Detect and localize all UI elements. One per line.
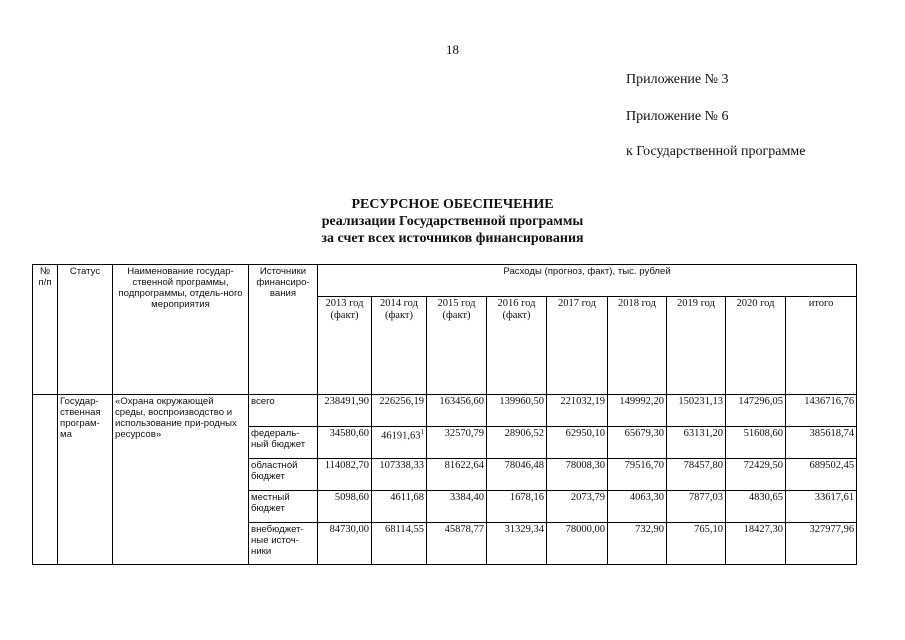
value-cell: 32570,79 [427,427,487,459]
value-cell: 5098,60 [318,491,372,523]
value-cell: 63131,20 [667,427,726,459]
value-cell: 163456,60 [427,395,487,427]
value-cell: 4611,68 [372,491,427,523]
value-cell: 28906,52 [487,427,547,459]
table-row [33,395,857,427]
value-cell: 78000,00 [547,523,608,565]
value-cell: 1678,16 [487,491,547,523]
year-header: 2019 год [667,297,726,395]
document-title: РЕСУРСНОЕ ОБЕСПЕЧЕНИЕ [351,197,554,212]
value-cell: 4830,65 [726,491,786,523]
value-cell: 45878,77 [427,523,487,565]
header-status: Статус [58,265,113,395]
source-cell: внебюджет-ные источ-ники [249,523,318,565]
value-cell: 149992,20 [608,395,667,427]
value-text: 46191,63 [381,430,421,442]
header-expenses: Расходы (прогноз, факт), тыс. рублей [318,265,857,297]
value-cell: 3384,40 [427,491,487,523]
source-cell: областной бюджет [249,459,318,491]
value-cell: 79516,70 [608,459,667,491]
year-header: 2020 год [726,297,786,395]
header-num: № п/п [33,265,58,395]
year-header: 2018 год [608,297,667,395]
value-cell: 34580,60 [318,427,372,459]
total-header: итого [786,297,857,395]
year-header: 2015 год (факт) [427,297,487,395]
value-cell: 139960,50 [487,395,547,427]
value-cell [372,427,427,459]
value-cell: 81622,64 [427,459,487,491]
appendix-line-3: к Государственной программе [626,144,806,159]
value-cell: 65679,30 [608,427,667,459]
year-header: 2014 год (факт) [372,297,427,395]
document-subtitle-1: реализации Государственной программы [321,214,584,229]
value-cell: 84730,00 [318,523,372,565]
program-name: «Охрана окружающей среды, воспроизводство и использование при-родных ресурсов» [113,395,249,565]
document-subtitle-2: за счет всех источников финансирования [321,231,584,246]
value-cell: 732,90 [608,523,667,565]
footnote-mark: 1 [420,428,424,436]
value-cell: 226256,19 [372,395,427,427]
value-cell: 31329,34 [487,523,547,565]
page-number: 18 [446,42,459,57]
header-sources: Источники финансиро-вания [249,265,318,395]
resource-table [32,264,857,565]
value-cell: 7877,03 [667,491,726,523]
header-row [33,265,857,297]
program-status: Государ-ственная програм-ма [58,395,113,565]
value-cell: 72429,50 [726,459,786,491]
value-cell: 78046,48 [487,459,547,491]
appendix-line-1: Приложение № 3 [626,72,729,87]
value-cell: 765,10 [667,523,726,565]
source-cell: федераль-ный бюджет [249,427,318,459]
total-cell: 1436716,76 [786,395,857,427]
total-cell: 327977,96 [786,523,857,565]
value-cell: 221032,19 [547,395,608,427]
value-cell: 62950,10 [547,427,608,459]
total-cell: 689502,45 [786,459,857,491]
total-cell: 33617,61 [786,491,857,523]
value-cell: 238491,90 [318,395,372,427]
row-num [33,395,58,565]
year-header: 2013 год (факт) [318,297,372,395]
appendix-line-2: Приложение № 6 [626,109,729,124]
value-cell: 114082,70 [318,459,372,491]
header-name: Наименование государ-ственной программы, подпрограммы, отдель-ного мероприятия [113,265,249,395]
total-cell: 385618,74 [786,427,857,459]
year-header: 2016 год (факт) [487,297,547,395]
value-cell: 51608,60 [726,427,786,459]
value-cell: 150231,13 [667,395,726,427]
value-cell: 18427,30 [726,523,786,565]
year-header: 2017 год [547,297,608,395]
value-cell: 4063,30 [608,491,667,523]
value-cell: 2073,79 [547,491,608,523]
value-cell: 68114,55 [372,523,427,565]
value-cell: 147296,05 [726,395,786,427]
value-cell: 78457,80 [667,459,726,491]
value-cell: 78008,30 [547,459,608,491]
source-cell: всего [249,395,318,427]
source-cell: местный бюджет [249,491,318,523]
value-cell: 107338,33 [372,459,427,491]
